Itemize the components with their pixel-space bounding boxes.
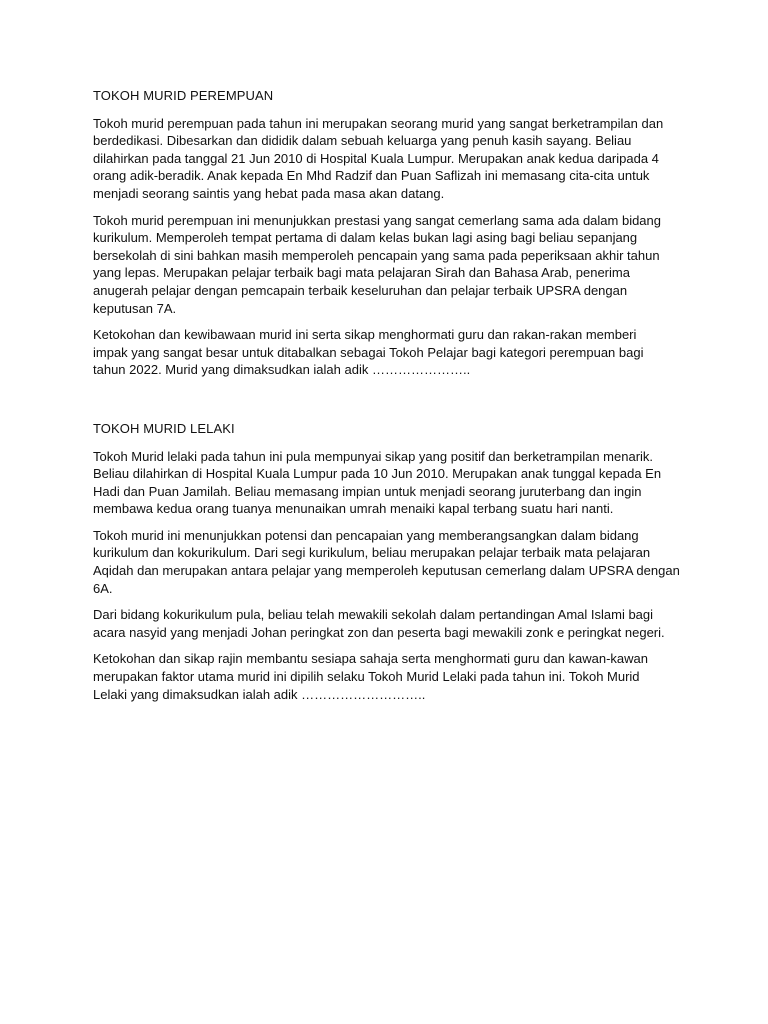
section-tokoh-murid-perempuan bbox=[93, 87, 683, 379]
paragraph: Tokoh murid ini menunjukkan potensi dan pencapaian yang memberangsangkan dalam bidang kurikulum dan kokurikulum. Dari segi kurikulum, beliau merupakan pelajar terbaik mata pelajaran Aqidah dan merupakan antara pelajar yang memperoleh keputusan cemerlang dalam UPSRA dengan 6A. bbox=[93, 527, 680, 596]
document-page bbox=[93, 87, 683, 712]
paragraph: Ketokohan dan kewibawaan murid ini serta sikap menghormati guru dan rakan-rakan memberi impak yang sangat besar untuk ditabalkan sebagai Tokoh Pelajar bagi kategori perempuan bagi tahun 2022. Murid yang dimaksudkan ialah adik ………………….. bbox=[93, 327, 644, 378]
paragraph: Tokoh murid perempuan pada tahun ini merupakan seorang murid yang sangat berketrampilan dan berdedikasi. Dibesarkan dan dididik dalam sebuah keluarga yang penuh kasih sayang. Beliau dilahirkan pada tanggal 21 Jun 2010 di Hospital Kuala Lumpur. Merupakan anak kedua daripada 4 orang adik-beradik. Anak kepada En Mhd Radzif dan Puan Saflizah ini memasang cita-cita untuk menjadi seorang saintis yang hebat pada masa akan datang. bbox=[93, 115, 664, 201]
paragraph: Tokoh Murid lelaki pada tahun ini pula mempunyai sikap yang positif dan berketrampilan menarik. Beliau dilahirkan di Hospital Kuala Lumpur pada 10 Jun 2010. Merupakan anak tunggal kepada En Hadi dan Puan Jamilah. Beliau memasang impian untuk menjadi seorang juruterbang dan ingin membawa kedua orang tuanya menunaikan umrah menaiki kapal terbang suatu hari nanti. bbox=[93, 448, 662, 517]
section-title: TOKOH MURID PEREMPUAN bbox=[93, 88, 274, 103]
paragraph: Dari bidang kokurikulum pula, beliau telah mewakili sekolah dalam pertandingan Amal Islami bagi acara nasyid yang menjadi Johan peringkat zon dan peserta bagi mewakili zonk e peringkat negeri. bbox=[93, 607, 665, 640]
section-title: TOKOH MURID LELAKI bbox=[93, 420, 235, 436]
paragraph: Tokoh murid perempuan ini menunjukkan prestasi yang sangat cemerlang sama ada dalam bidang kurikulum. Memperoleh tempat pertama di dalam kelas bukan lagi asing bagi beliau sepanjang bersekolah di sini bahkan masih memperoleh pencapain yang sama pada peperiksaan akhir tahun yang lepas. Merupakan pelajar terbaik bagi mata pelajaran Sirah dan Bahasa Arab, penerima anugerah pelajar dengan pemcapain terbaik keseluruhan dan pelajar terbaik UPSRA dengan keputusan 7A. bbox=[93, 212, 662, 316]
section-tokoh-murid-lelaki bbox=[93, 420, 683, 703]
paragraph: Ketokohan dan sikap rajin membantu sesiapa sahaja serta menghormati guru dan kawan-kawan merupakan faktor utama murid ini dipilih selaku Tokoh Murid Lelaki pada tahun ini. Tokoh Murid Lelaki yang dimaksudkan ialah adik ……………………….. bbox=[93, 651, 648, 702]
section-spacer bbox=[93, 388, 683, 420]
